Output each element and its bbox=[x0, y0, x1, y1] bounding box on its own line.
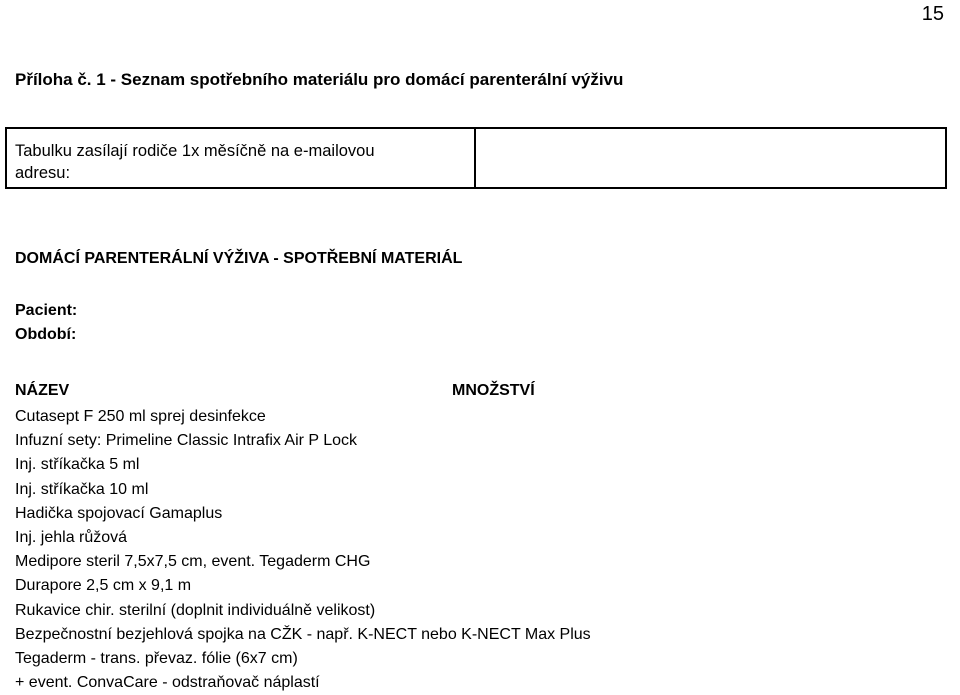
material-item: Inj. stříkačka 10 ml bbox=[15, 480, 149, 498]
email-address-cell bbox=[476, 129, 945, 187]
column-header-name: NÁZEV bbox=[15, 382, 70, 399]
material-item: + event. ConvaCare - odstraňovač náplastí bbox=[15, 674, 320, 692]
page-number: 15 bbox=[921, 3, 944, 25]
section-title: DOMÁCÍ PARENTERÁLNÍ VÝŽIVA - SPOTŘEBNÍ MATERIÁL bbox=[15, 250, 463, 267]
material-item: Bezpečnostní bezjehlová spojka na CŽK - např. K-NECT nebo K-NECT Max Plus bbox=[15, 625, 591, 643]
material-list bbox=[15, 405, 591, 695]
email-info-label-line1: Tabulku zasílají rodiče 1x měsíčně na e-mailovou bbox=[15, 142, 375, 160]
material-item: Medipore steril 7,5x7,5 cm, event. Tegaderm CHG bbox=[15, 553, 371, 571]
material-item: Cutasept F 250 ml sprej desinfekce bbox=[15, 408, 266, 425]
material-item: Inj. stříkačka 5 ml bbox=[15, 456, 140, 474]
material-item: Inj. jehla růžová bbox=[15, 529, 128, 547]
email-info-table bbox=[5, 127, 947, 189]
document-heading: Příloha č. 1 - Seznam spotřebního materiálu pro domácí parenterální výživu bbox=[15, 70, 624, 89]
material-item: Hadička spojovací Gamaplus bbox=[15, 504, 223, 522]
material-item: Rukavice chir. sterilní (doplnit individuálně velikost) bbox=[15, 601, 376, 619]
patient-label: Pacient: bbox=[15, 302, 78, 319]
material-item: Durapore 2,5 cm x 9,1 m bbox=[15, 577, 192, 595]
email-info-label-cell bbox=[7, 129, 476, 187]
email-info-label-line2: adresu: bbox=[15, 164, 71, 182]
column-header-quantity: MNOŽSTVÍ bbox=[452, 382, 535, 399]
material-item: Infuzní sety: Primeline Classic Intrafix Air P Lock bbox=[15, 432, 358, 450]
material-item: Tegaderm - trans. převaz. fólie (6x7 cm) bbox=[15, 650, 298, 668]
period-label: Období: bbox=[15, 326, 77, 343]
